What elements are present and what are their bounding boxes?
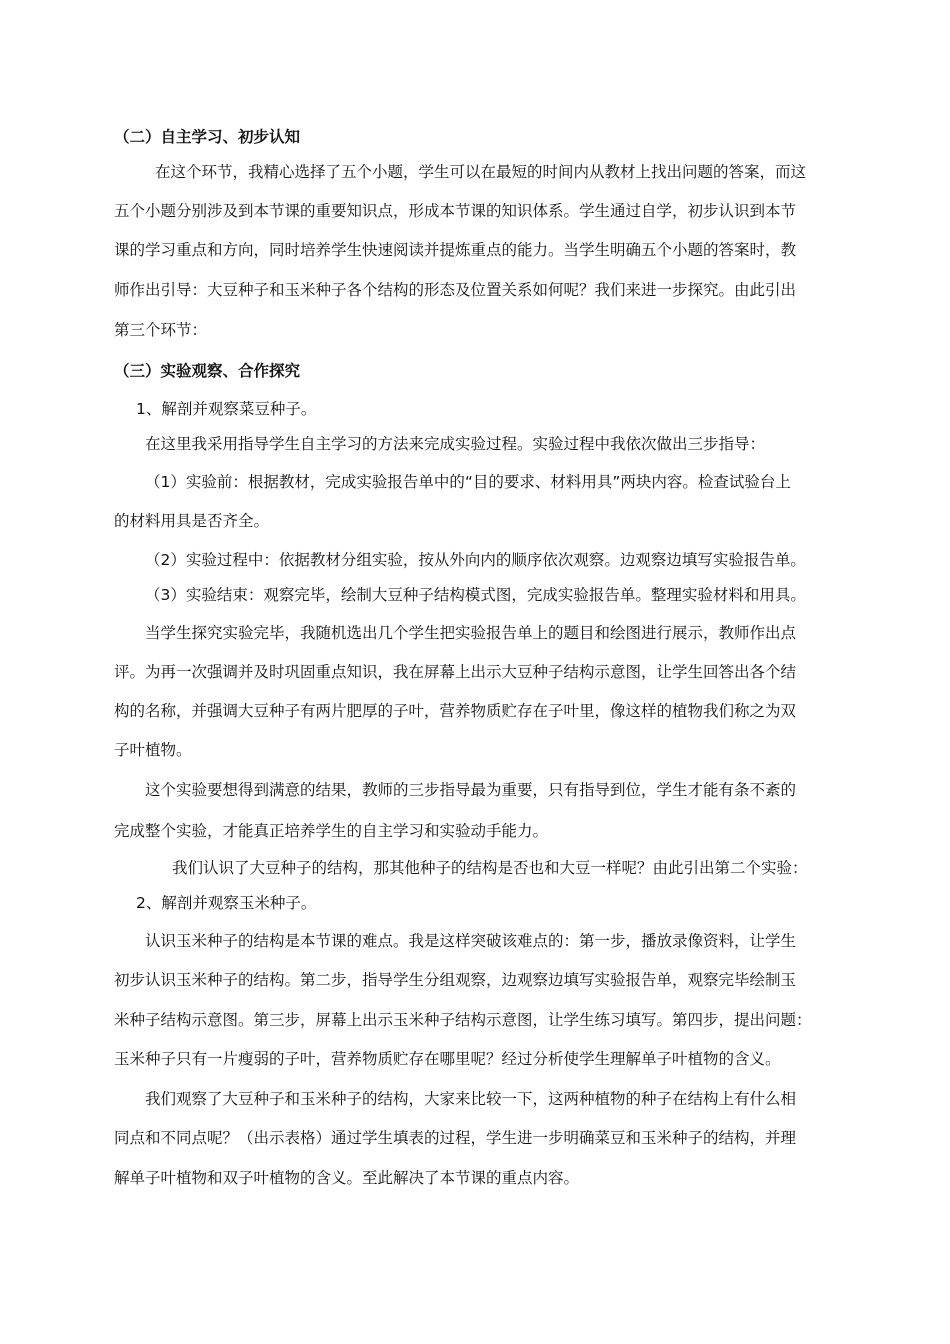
paragraph-line: 同点和不同点呢？（出示表格）通过学生填表的过程，学生进一步明确菜豆和玉米种子的结构，并理: [114, 1129, 797, 1147]
paragraph-line: 五个小题分别涉及到本节课的重要知识点，形成本节课的知识体系。学生通过自学，初步认识到本节: [114, 202, 797, 220]
section-heading-3: （三）实验观察、合作探究: [114, 362, 301, 380]
paragraph-line: 完成整个实验，才能真正培养学生的自主学习和实验动手能力。: [114, 822, 549, 840]
paragraph-line: （2）实验过程中：依据教材分组实验，按从外向内的顺序依次观察。边观察边填写实验报告单。: [145, 551, 806, 569]
paragraph-line: 认识玉米种子的结构是本节课的难点。我是这样突破该难点的：第一步，播放录像资料，让学生: [145, 932, 797, 950]
paragraph-line: 初步认识玉米种子的结构。第二步，指导学生分组观察，边观察边填写实验报告单，观察完毕绘制玉: [114, 971, 797, 989]
paragraph-line: 构的名称，并强调大豆种子有两片肥厚的子叶，营养物质贮存在子叶里，像这样的植物我们称之为双: [114, 702, 797, 720]
paragraph-line: 我们认识了大豆种子的结构，那其他种子的结构是否也和大豆一样呢？由此引出第二个实验：: [172, 859, 808, 877]
paragraph-line: （1）实验前：根据教材，完成实验报告单中的“目的要求、材料用具”两块内容。检查试验台上: [145, 473, 791, 491]
paragraph-line: 子叶植物。: [114, 741, 192, 759]
paragraph-line: 课的学习重点和方向，同时培养学生快速阅读并提炼重点的能力。当学生明确五个小题的答案时，教: [114, 241, 797, 259]
paragraph-line: 这个实验要想得到满意的结果，教师的三步指导最为重要，只有指导到位，学生才能有条不紊的: [145, 781, 797, 799]
subsection-title: 1、解剖并观察菜豆种子。: [136, 400, 317, 418]
paragraph-line: 在这个环节，我精心选择了五个小题，学生可以在最短的时间内从教材上找出问题的答案，而这: [155, 163, 807, 181]
paragraph-line: 师作出引导：大豆种子和玉米种子各个结构的形态及位置关系如何呢？我们来进一步探究。由此引出: [114, 281, 797, 299]
paragraph-line: 在这里我采用指导学生自主学习的方法来完成实验过程。实验过程中我依次做出三步指导：: [145, 435, 766, 453]
subsection-title: 2、解剖并观察玉米种子。: [136, 894, 317, 912]
section-heading-2: （二）自主学习、初步认知: [114, 128, 301, 146]
paragraph-line: 的材料用具是否齐全。: [114, 512, 270, 530]
paragraph-line: 评。为再一次强调并及时巩固重点知识，我在屏幕上出示大豆种子结构示意图，让学生回答出各个结: [114, 663, 797, 681]
paragraph-line: 我们观察了大豆种子和玉米种子的结构，大家来比较一下，这两种植物的种子在结构上有什么相: [145, 1090, 797, 1108]
paragraph-line: 米种子结构示意图。第三步，屏幕上出示玉米种子结构示意图，让学生练习填写。第四步，提出问题：: [114, 1011, 812, 1029]
paragraph-line: 第三个环节：: [114, 321, 208, 339]
paragraph-line: 玉米种子只有一片瘦弱的子叶，营养物质贮存在哪里呢？经过分析使学生理解单子叶植物的含义。: [114, 1050, 781, 1068]
paragraph-line: （3）实验结束：观察完毕，绘制大豆种子结构模式图，完成实验报告单。整理实验材料和用具。: [145, 586, 806, 604]
paragraph-line: 解单子叶植物和双子叶植物的含义。至此解决了本节课的重点内容。: [114, 1169, 580, 1187]
paragraph-line: 当学生探究实验完毕，我随机选出几个学生把实验报告单上的题目和绘图进行展示，教师作出点: [145, 624, 797, 642]
